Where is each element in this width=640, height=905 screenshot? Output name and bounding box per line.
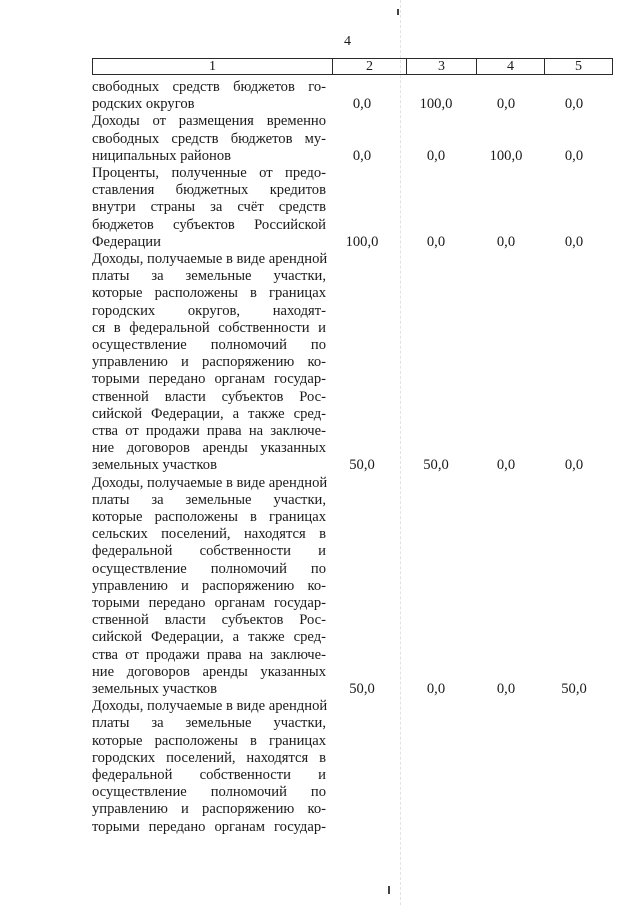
table-row	[92, 698, 612, 836]
description-line: управлению и распоряжению ко-	[92, 354, 326, 371]
description-line: земельных участков	[92, 457, 217, 474]
description-line: земельных участков	[92, 681, 217, 698]
table-row	[92, 79, 612, 113]
description-line: ственной власти субъектов Рос-	[92, 388, 326, 405]
column-header-4: 4	[477, 59, 545, 75]
description-line: управлению и распоряжению ко-	[92, 577, 326, 594]
value-col-4: 0,0	[496, 233, 516, 250]
value-col-5: 0,0	[564, 457, 584, 474]
scan-mark-bottom	[388, 886, 390, 894]
value-col-4: 100,0	[489, 147, 523, 164]
description-line: осуществление полномочий по	[92, 560, 326, 577]
description-line: Доходы, получаемые в виде арендной	[92, 474, 328, 491]
description-line: родских округов	[92, 96, 195, 113]
table-row	[92, 113, 612, 165]
value-col-4: 0,0	[496, 680, 516, 697]
description-line: которые расположены в границах	[92, 285, 326, 302]
row-description	[92, 251, 326, 475]
value-col-2: 50,0	[349, 457, 375, 474]
value-col-5: 0,0	[564, 147, 584, 164]
description-line: осуществление полномочий по	[92, 337, 326, 354]
table-row	[92, 251, 612, 475]
value-col-2: 0,0	[352, 147, 372, 164]
description-line: сийской Федерации, а также сред-	[92, 629, 326, 646]
description-line: Федерации	[92, 233, 161, 250]
description-line: торыми передано органам государ-	[92, 595, 326, 612]
description-line: федеральной собственности и	[92, 767, 326, 783]
table-row	[92, 165, 612, 251]
column-header-2: 2	[333, 59, 407, 75]
description-line: ставления бюджетных кредитов	[92, 182, 326, 199]
row-description	[92, 113, 326, 165]
description-line: ся в федеральной собственности и	[92, 319, 326, 336]
description-line: федеральной собственности и	[92, 543, 326, 560]
description-line: ства от продажи права на заключе-	[92, 646, 326, 663]
table-row	[92, 475, 612, 699]
description-line: Доходы от размещения временно	[92, 113, 326, 130]
value-col-3: 100,0	[419, 96, 453, 113]
description-line: которые расположены в границах	[92, 509, 326, 525]
description-line: которые расположены в границах	[92, 732, 326, 749]
description-line: внутри страны за счёт средств	[92, 199, 326, 216]
column-header-row	[92, 58, 613, 75]
description-line: торыми передано органам государ-	[92, 371, 326, 388]
value-col-3: 0,0	[426, 147, 446, 164]
value-col-5: 50,0	[561, 680, 587, 697]
description-line: Доходы, получаемые в виде арендной	[92, 698, 328, 715]
description-line: платы за земельные участки,	[92, 715, 326, 732]
scan-mark-top	[397, 9, 399, 15]
row-description	[92, 165, 326, 251]
row-description	[92, 475, 326, 699]
description-line: сельских поселений, находятся в	[92, 526, 326, 543]
value-col-2: 50,0	[349, 680, 375, 697]
value-col-4: 0,0	[496, 96, 516, 113]
description-line: Доходы, получаемые в виде арендной	[92, 251, 328, 267]
description-line: платы за земельные участки,	[92, 268, 326, 285]
description-line: управлению и распоряжению ко-	[92, 801, 326, 818]
value-col-2: 100,0	[345, 233, 379, 250]
description-line: городских округов, находят-	[92, 302, 326, 319]
column-header-3: 3	[407, 59, 477, 75]
row-description	[92, 698, 326, 836]
description-line: ства от продажи права на заключе-	[92, 423, 326, 440]
description-line: ственной власти субъектов Рос-	[92, 612, 326, 629]
value-col-3: 0,0	[426, 233, 446, 250]
description-line: Проценты, полученные от предо-	[92, 165, 326, 181]
value-col-5: 0,0	[564, 233, 584, 250]
description-line: свободных средств бюджетов го-	[92, 79, 326, 95]
value-col-3: 50,0	[423, 457, 449, 474]
column-header-1: 1	[93, 59, 333, 75]
description-line: свободных средств бюджетов му-	[92, 130, 326, 147]
page-number: 4	[344, 34, 351, 49]
description-line: осуществление полномочий по	[92, 784, 326, 801]
description-line: ние договоров аренды указанных	[92, 663, 326, 680]
row-description	[92, 79, 326, 113]
description-line: городских поселений, находятся в	[92, 749, 326, 766]
description-line: ниципальных районов	[92, 147, 232, 164]
value-col-5: 0,0	[564, 96, 584, 113]
value-col-2: 0,0	[352, 96, 372, 113]
description-line: торыми передано органам государ-	[92, 818, 326, 835]
description-line: сийской Федерации, а также сред-	[92, 405, 326, 422]
value-col-3: 0,0	[426, 680, 446, 697]
column-header-5: 5	[545, 59, 613, 75]
value-col-4: 0,0	[496, 457, 516, 474]
description-line: ние договоров аренды указанных	[92, 440, 326, 457]
description-line: платы за земельные участки,	[92, 491, 326, 508]
description-line: бюджетов субъектов Российской	[92, 216, 326, 233]
